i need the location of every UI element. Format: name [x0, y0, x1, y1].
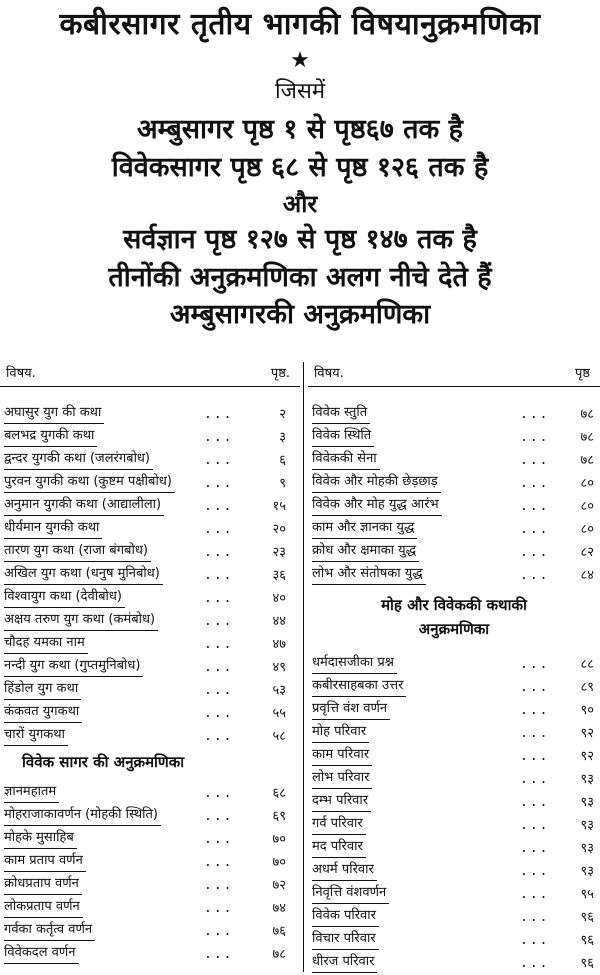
conjunction-line: और — [282, 190, 318, 218]
entry-title: प्रवृत्ति वंश वर्णन — [312, 699, 390, 720]
entry-leader-dots: ... — [204, 832, 234, 847]
entry-leader-dots: ... — [204, 706, 234, 721]
entry-title: कबीरसाहबका उत्तर — [312, 676, 406, 697]
moha-viveka-entry-list — [308, 641, 600, 975]
entry-leader-dots: ... — [520, 407, 550, 422]
entry-page-number: ८२ — [580, 545, 594, 560]
index-entry — [0, 920, 300, 943]
entry-page-number: ४४ — [272, 614, 286, 629]
entry-page-number: ९० — [580, 703, 594, 718]
index-entry — [308, 564, 600, 587]
index-entry — [0, 587, 300, 610]
entry-leader-dots: ... — [204, 591, 234, 606]
entry-page-number: ९ — [279, 476, 286, 491]
entry-page-number: ७० — [272, 855, 286, 870]
entry-page-number: ९२ — [580, 726, 594, 741]
entry-page-number: ९३ — [580, 772, 594, 787]
index-entry — [0, 495, 300, 518]
index-entry — [308, 791, 600, 814]
index-entry — [308, 518, 600, 541]
entry-page-number: ८४ — [580, 568, 594, 583]
index-entry — [308, 653, 600, 676]
index-entry — [308, 837, 600, 860]
entry-title: कंकवत युगकथा — [4, 702, 82, 723]
index-entry — [308, 722, 600, 745]
entry-title: मोह परिवार — [312, 722, 369, 743]
entry-title: गर्व परिवार — [312, 814, 366, 835]
index-entry — [0, 679, 300, 702]
index-entry — [308, 449, 600, 472]
entry-page-number: ९३ — [580, 795, 594, 810]
entry-title: चारों युगकथा — [4, 725, 68, 746]
index-columns — [0, 362, 600, 972]
entry-title: क्रोध और क्षमाका युद्ध — [312, 541, 419, 562]
entry-page-number: ९५ — [580, 887, 594, 902]
index-entry — [0, 943, 300, 966]
entry-leader-dots: ... — [204, 901, 234, 916]
entry-leader-dots: ... — [520, 703, 550, 718]
entry-leader-dots: ... — [204, 924, 234, 939]
page-title: कबीरसागर तृतीय भागकी विषयानुक्रमणिका — [59, 7, 541, 42]
index-entry — [308, 403, 600, 426]
entry-leader-dots: ... — [520, 749, 550, 764]
index-entry — [308, 699, 600, 722]
entry-leader-dots: ... — [204, 683, 234, 698]
index-entry — [0, 472, 300, 495]
entry-page-number: ७८ — [580, 407, 594, 422]
right-entry-list — [308, 387, 600, 587]
entry-page-number: ८९ — [580, 680, 594, 695]
entry-leader-dots: ... — [520, 522, 550, 537]
entry-leader-dots: ... — [520, 772, 550, 787]
index-entry — [308, 745, 600, 768]
entry-title: धर्मदासजीका प्रश्न — [312, 653, 397, 674]
entry-title: विवेक और मोह युद्ध आरंभ — [312, 495, 442, 516]
entry-page-number: ७८ — [272, 947, 286, 962]
entry-title: मोहराजाकावर्णन (मोहकी स्थिति) — [4, 805, 161, 826]
entry-title: काम परिवार — [312, 745, 372, 766]
entry-title: हिंडोल युग कथा — [4, 679, 81, 700]
entry-title: लोकप्रताप वर्णन — [4, 897, 83, 918]
entry-page-number: ५५ — [272, 706, 286, 721]
entry-title: अनुमान युगकी कथा (आद्यालीला) — [4, 495, 164, 516]
entry-page-number: ९६ — [580, 910, 594, 925]
entry-page-number: ७८ — [580, 430, 594, 445]
index-entry — [0, 851, 300, 874]
star-icon: ★ — [290, 48, 310, 73]
entry-title: ज्ञानमहातम — [4, 782, 59, 803]
entry-leader-dots: ... — [520, 499, 550, 514]
entry-leader-dots: ... — [520, 795, 550, 810]
entry-leader-dots: ... — [520, 657, 550, 672]
index-entry — [308, 929, 600, 952]
range-line-sarvagyan: सर्वज्ञान पृष्ठ १२७ से पृष्ठ १४७ तक है — [123, 224, 477, 255]
entry-page-number: ३६ — [272, 568, 286, 583]
entry-page-number: ९३ — [580, 841, 594, 856]
entry-page-number: ७२ — [272, 878, 286, 893]
left-column-header — [0, 362, 300, 387]
index-entry — [0, 828, 300, 851]
entry-page-number: ५८ — [272, 729, 286, 744]
index-entry — [0, 702, 300, 725]
entry-leader-dots: ... — [520, 453, 550, 468]
entry-title: अधर्म परिवार — [312, 860, 377, 881]
entry-leader-dots: ... — [204, 660, 234, 675]
entry-leader-dots: ... — [520, 841, 550, 856]
entry-leader-dots: ... — [204, 637, 234, 652]
entry-page-number: १५ — [272, 499, 286, 514]
entry-title: मोहके मुसाहिब — [4, 828, 77, 849]
entry-title: धीरज परिवार — [312, 952, 377, 973]
entry-title: चौदह यमका नाम — [4, 633, 88, 654]
entry-leader-dots: ... — [204, 947, 234, 962]
entry-leader-dots: ... — [204, 855, 234, 870]
entry-leader-dots: ... — [520, 933, 550, 948]
entry-page-number: ४९ — [272, 660, 286, 675]
entry-title: बलभद्र युगकी कथा — [4, 426, 97, 447]
entry-leader-dots: ... — [520, 910, 550, 925]
entry-title: नन्दी युग कथा (गुप्तमुनिबोध) — [4, 656, 143, 677]
index-entry — [308, 906, 600, 929]
index-entry — [308, 883, 600, 906]
entry-leader-dots: ... — [204, 453, 234, 468]
entry-page-number: ३ — [279, 430, 286, 445]
entry-title: पुरवन युगकी कथा (कुष्टम पक्षीबोध) — [4, 472, 175, 493]
right-index-column — [308, 362, 600, 975]
entry-page-number: ९३ — [580, 818, 594, 833]
entry-page-number: ४७ — [272, 637, 286, 652]
index-entry — [0, 541, 300, 564]
entry-title: धीर्यमान युगकी कथा — [4, 518, 102, 539]
entry-title: विवेक परिवार — [312, 906, 379, 927]
entry-page-number: २० — [272, 522, 286, 537]
page-column-label: पृष्ठ. — [270, 366, 290, 381]
subject-column-label: विषय. — [314, 366, 344, 381]
entry-title: लोभ और संतोषका युद्ध — [312, 564, 426, 585]
entry-title: विचार परिवार — [312, 929, 379, 950]
entry-leader-dots: ... — [204, 878, 234, 893]
entry-page-number: ४० — [272, 591, 286, 606]
index-entry — [0, 656, 300, 679]
entry-title: निवृत्ति वंशवर्णन — [312, 883, 389, 904]
entry-leader-dots: ... — [204, 522, 234, 537]
section-title-viveksagar: विवेक सागर की अनुक्रमणिका — [22, 753, 185, 771]
entry-leader-dots: ... — [204, 568, 234, 583]
section-title-ambusagar: अम्बुसागरकी अनुक्रमणिका — [169, 299, 431, 330]
entry-title: मद परिवार — [312, 837, 366, 858]
index-entry — [308, 495, 600, 518]
entry-leader-dots: ... — [204, 729, 234, 744]
entry-page-number: ७६ — [272, 924, 286, 939]
entry-page-number: ७० — [272, 832, 286, 847]
index-entry — [0, 403, 300, 426]
range-line-viveksagar: विवेकसागर पृष्ठ ६८ से पृष्ठ १२६ तक है — [111, 152, 489, 183]
entry-page-number: ५३ — [272, 683, 286, 698]
entry-page-number: ९६ — [580, 956, 594, 971]
subject-column-label: विषय. — [6, 366, 36, 381]
entry-leader-dots: ... — [204, 809, 234, 824]
page-header — [0, 0, 600, 333]
index-entry — [0, 610, 300, 633]
entry-page-number: ७४ — [272, 901, 286, 916]
section-title-moha-viveka-line2: अनुक्रमणिका — [418, 620, 490, 638]
entry-page-number: ८० — [580, 476, 594, 491]
entry-leader-dots: ... — [204, 407, 234, 422]
index-entry — [308, 860, 600, 883]
entry-title: विवेक और मोहकी छेड़छाड़ — [312, 472, 441, 493]
entry-leader-dots: ... — [520, 726, 550, 741]
entry-page-number: ६९ — [272, 809, 286, 824]
entry-leader-dots: ... — [520, 956, 550, 971]
index-entry — [0, 874, 300, 897]
index-entry — [0, 633, 300, 656]
entry-title: लोभ परिवार — [312, 768, 372, 789]
index-entry — [308, 676, 600, 699]
entry-leader-dots: ... — [204, 476, 234, 491]
entry-title: विवेक स्तुति — [312, 403, 370, 424]
index-entry — [0, 897, 300, 920]
entry-title: काम प्रताप वर्णन — [4, 851, 86, 872]
index-entry — [308, 768, 600, 791]
entry-leader-dots: ... — [520, 476, 550, 491]
range-line-ambusagar: अम्बुसागर पृष्ठ १ से पृष्ठ६७ तक है — [136, 114, 464, 145]
index-entry — [0, 805, 300, 828]
entry-title: अक्षय तरुण युग कथा (कमंबोध) — [4, 610, 158, 631]
entry-title: अघासुर युग की कथा — [4, 403, 104, 424]
index-entry — [0, 725, 300, 748]
right-column-header — [308, 362, 600, 387]
entry-page-number: ९३ — [580, 864, 594, 879]
entry-title: क्रोधप्रताप वर्णन — [4, 874, 82, 895]
index-entry — [308, 814, 600, 837]
entry-leader-dots: ... — [204, 430, 234, 445]
entry-page-number: ६८ — [272, 786, 286, 801]
page-column-label: पृष्ठ — [574, 366, 590, 381]
entry-title: विवेकदल वर्णन — [4, 943, 79, 964]
index-entry — [308, 541, 600, 564]
index-entry — [0, 564, 300, 587]
subtitle: जिसमें — [274, 79, 326, 104]
entry-title: दम्भ परिवार — [312, 791, 371, 812]
entry-page-number: ८० — [580, 522, 594, 537]
entry-leader-dots: ... — [520, 430, 550, 445]
column-divider — [303, 362, 304, 972]
index-note-line: तीनोंकी अनुक्रमणिका अलग नीचे देते हैं — [108, 262, 492, 293]
entry-title: काम और ज्ञानका युद्ध — [312, 518, 417, 539]
entry-title: विवेक स्थिति — [312, 426, 374, 447]
entry-leader-dots: ... — [520, 680, 550, 695]
entry-title: विश्वायुग कथा (देवीबोध) — [4, 587, 125, 608]
entry-page-number: २३ — [272, 545, 286, 560]
entry-leader-dots: ... — [520, 545, 550, 560]
index-entry — [0, 782, 300, 805]
index-entry — [0, 449, 300, 472]
entry-page-number: ७८ — [580, 453, 594, 468]
index-entry — [308, 426, 600, 449]
entry-page-number: ८० — [580, 499, 594, 514]
index-entry — [308, 472, 600, 495]
entry-leader-dots: ... — [520, 568, 550, 583]
index-entry — [0, 518, 300, 541]
entry-title: विवेककी सेना — [312, 449, 380, 470]
left-entry-list — [0, 387, 300, 748]
entry-page-number: ६ — [279, 453, 286, 468]
viveksagar-entry-list — [0, 774, 300, 966]
entry-leader-dots: ... — [520, 864, 550, 879]
entry-leader-dots: ... — [204, 545, 234, 560]
entry-page-number: ९२ — [580, 749, 594, 764]
entry-page-number: २ — [279, 407, 286, 422]
entry-title: द्वन्दर युगकी कथा (जलरंगबोध) — [4, 449, 153, 470]
left-index-column — [0, 362, 300, 966]
index-entry — [0, 426, 300, 449]
entry-leader-dots: ... — [204, 786, 234, 801]
entry-title: अखिल युग कथा (धनुष मुनिबोध) — [4, 564, 163, 585]
section-title-moha-viveka-line1: मोह और विवेककी कथाकी — [381, 596, 527, 614]
entry-leader-dots: ... — [520, 887, 550, 902]
entry-leader-dots: ... — [520, 818, 550, 833]
entry-leader-dots: ... — [204, 499, 234, 514]
entry-page-number: ८८ — [580, 657, 594, 672]
entry-title: गर्वका कर्तृत्व वर्णन — [4, 920, 95, 941]
entry-leader-dots: ... — [204, 614, 234, 629]
entry-page-number: ९६ — [580, 933, 594, 948]
entry-title: तारण युग कथा (राजा बंगबोध) — [4, 541, 151, 562]
